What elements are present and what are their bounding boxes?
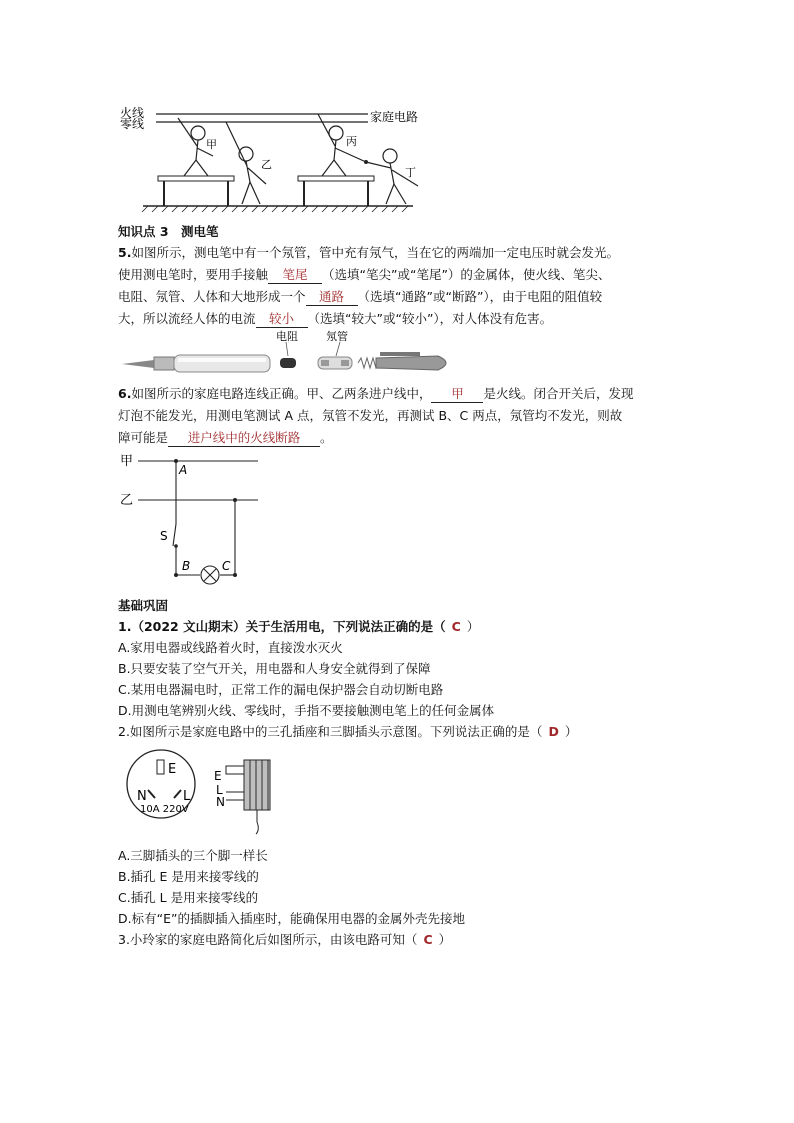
q6-line2: 灯泡不能发光，用测电笔测试 A 点，氖管不发光，再测试 B、C 两点，氖管均不发光，则故 (118, 408, 623, 423)
plug-n-label: N (216, 795, 225, 809)
neon-tube-label: 氖管 (326, 330, 348, 343)
q6-line1 (118, 384, 633, 404)
mc1-option-d: D.用测电笔辨别火线、零线时，手指不要接触测电笔上的任何金属体 (118, 703, 495, 718)
resistor-label: 电阻 (276, 330, 298, 343)
section3-title: 知识点 3 测电笔 (118, 224, 219, 239)
q6-line3 (118, 428, 333, 448)
q5-text-2b: （选填“笔尖”或“笔尾”）的金属体，使火线、笔尖、 (322, 267, 611, 282)
live-wire-label: 火线 (120, 106, 145, 120)
plug-l-label: L (216, 783, 223, 797)
mc3-stem-text: 3.小玲家的家庭电路简化后如图所示，由该电路可知（ (118, 932, 418, 947)
socket-l-label: L (183, 789, 191, 804)
socket-rating: 10A 220V (140, 804, 189, 815)
mc1-stem-text: 1.（2022 文山期末）关于生活用电，下列说法正确的是（ (118, 619, 446, 634)
person-yi-label: 乙 (261, 158, 272, 171)
circuit-diagram (118, 452, 268, 587)
q5-line2 (118, 265, 610, 285)
q6-text-1a: 如图所示的家庭电路连线正确。甲、乙两条进户线中， (131, 386, 432, 401)
plug-e-label: E (214, 769, 222, 783)
q5-text-2a: 使用测电笔时，要用手接触 (118, 267, 269, 282)
mc1-stem-close: ） (466, 619, 480, 634)
mc1-option-a: A.家用电器或线路着火时，直接泼水灭火 (118, 640, 343, 655)
socket-plug-figure (124, 746, 284, 836)
household-circuit-label: 家庭电路 (370, 110, 419, 124)
mc1-answer: C (451, 619, 461, 634)
mc1-stem (118, 617, 479, 637)
mc1-option-c: C.某用电器漏电时，正常工作的漏电保护器会自动切断电路 (118, 682, 444, 697)
mc2-stem-close: ） (564, 724, 578, 739)
q5-text-1: 如图所示，测电笔中有一个氖管，管中充有氖气，当在它的两端加一定电压时就会发光。 (131, 245, 619, 260)
point-a-label: A (179, 463, 188, 477)
basics-title: 基础巩固 (118, 598, 169, 613)
q6-text-3b: 。 (320, 430, 333, 445)
q5-answer1: 笔尾 (268, 267, 322, 284)
mc2-option-c: C.插孔 L 是用来接零线的 (118, 890, 259, 905)
mc2-option-d: D.标有“E”的插脚插入插座时，能确保用电器的金属外壳先接地 (118, 911, 465, 926)
mc2-option-b: B.插孔 E 是用来接零线的 (118, 869, 259, 884)
mc3-answer: C (423, 932, 433, 947)
q5-text-4a: 大，所以流经人体的电流 (118, 311, 256, 326)
q5-number: 5. (118, 245, 132, 260)
electric-shock-figure (118, 100, 428, 215)
mc3-stem (118, 930, 451, 950)
mc1-option-b: B.只要安装了空气开关，用电器和人身安全就得到了保障 (118, 661, 431, 676)
wire-yi-label: 乙 (120, 493, 134, 508)
q6-answer2: 进户线中的火线断路 (168, 430, 320, 447)
switch-s-label: S (160, 529, 168, 543)
q6-text-3a: 障可能是 (118, 430, 169, 445)
mc2-stem-text: 2.如图所示是家庭电路中的三孔插座和三脚插头示意图。下列说法正确的是（ (118, 724, 543, 739)
q5-text-4b: （选填“较大”或“较小”），对人体没有危害。 (307, 311, 553, 326)
neutral-wire-label: 零线 (120, 117, 145, 131)
test-pen-figure (118, 328, 458, 378)
person-ding-label: 丁 (405, 166, 416, 179)
socket-e-label: E (168, 762, 177, 777)
wire-jia-label: 甲 (120, 454, 134, 469)
mc2-stem (118, 722, 577, 742)
q6-text-1b: 是火线。闭合开关后，发现 (483, 386, 634, 401)
mc2-option-a: A.三脚插头的三个脚一样长 (118, 848, 268, 863)
q5-answer3: 较小 (256, 311, 308, 328)
q5-line1 (118, 243, 619, 263)
q6-answer1: 甲 (431, 386, 483, 403)
person-jia-label: 甲 (206, 138, 217, 151)
q5-line3 (118, 287, 602, 307)
q5-answer2: 通路 (306, 289, 358, 306)
socket-n-label: N (137, 789, 147, 804)
point-b-label: B (182, 559, 191, 573)
q5-line4 (118, 309, 552, 329)
person-bing-label: 丙 (346, 135, 357, 148)
q6-number: 6. (118, 386, 132, 401)
mc3-stem-close: ） (438, 932, 452, 947)
point-c-label: C (222, 559, 231, 573)
q5-text-3b: （选填“通路”或“断路”），由于电阻的阻值较 (357, 289, 603, 304)
mc2-answer: D (548, 724, 559, 739)
q5-text-3a: 电阻、氖管、人体和大地形成一个 (118, 289, 306, 304)
